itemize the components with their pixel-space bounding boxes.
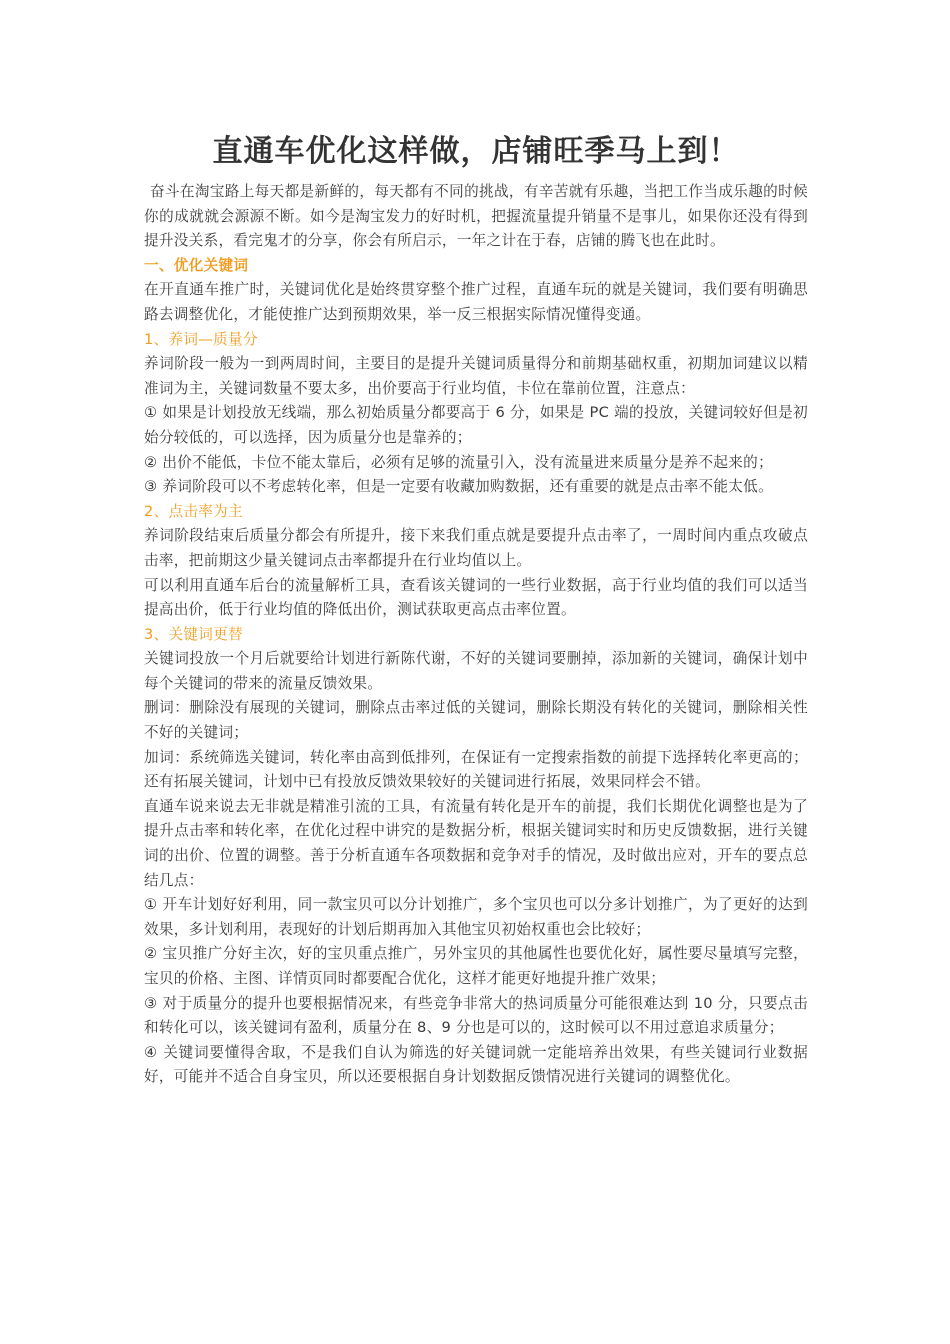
list-item: ② 出价不能低，卡位不能太靠后，必须有足够的流量引入，没有流量进来质量分是养不起来的； [144, 453, 773, 471]
subheading-keyword-replacement: 3、关键词更替 [144, 625, 243, 643]
list-item: ③ 养词阶段可以不考虑转化率，但是一定要有收藏加购数据，还有重要的就是点击率不能太低。 [144, 478, 773, 496]
paragraph: 删词：删除没有展现的关键词，删除点击率过低的关键词，删除长期没有转化的关键词，删除相关性不好的关键词； [144, 699, 808, 742]
section-heading-optimize-keywords: 一、优化关键词 [144, 256, 249, 274]
paragraph: 关键词投放一个月后就要给计划进行新陈代谢，不好的关键词要删掉，添加新的关键词，确保计划中每个关键词的带来的流量反馈效果。 [144, 650, 808, 692]
page-title: 直通车优化这样做，店铺旺季马上到！ [212, 134, 740, 169]
subheading-click-rate: 2、点击率为主 [144, 502, 243, 520]
paragraph: 养词阶段结束后质量分都会有所提升，接下来我们重点就是要提升点击率了，一周时间内重点攻破点击率，把前期这少量关键词点击率都提升在行业均值以上。 [144, 527, 808, 569]
paragraph: 直通车说来说去无非就是精准引流的工具，有流量有转化是开车的前提，我们长期优化调整也是为了提升点击率和转化率，在优化过程中讲究的是数据分析，根据关键词实时和历史反馈数据，进行关键词的出价、位置的调整。善于分析直通车各项数据和竞争对手的情况，及时做出应对，开车的要点总结几点： [144, 797, 808, 889]
list-item: ④ 关键词要懂得舍取，不是我们自认为筛选的好关键词就一定能培养出效果，有些关键词行业数据好，可能并不适合自身宝贝，所以还要根据自身计划数据反馈情况进行关键词的调整优化。 [144, 1043, 808, 1086]
paragraph: 加词：系统筛选关键词，转化率由高到低排列，在保证有一定搜索指数的前提下选择转化率更高的；还有拓展关键词，计划中已有投放反馈效果较好的关键词进行拓展，效果同样会不错。 [144, 748, 808, 791]
subheading-nurture-keywords: 1、养词—质量分 [144, 330, 258, 348]
list-item: ② 宝贝推广分好主次，好的宝贝重点推广，另外宝贝的其他属性也要优化好，属性要尽量填写完整，宝贝的价格、主图、详情页同时都要配合优化，这样才能更好地提升推广效果； [144, 945, 808, 987]
list-item: ① 开车计划好好利用，同一款宝贝可以分计划推广，多个宝贝也可以分多计划推广，为了更好的达到效果，多计划利用，表现好的计划后期再加入其他宝贝初始权重也会比较好； [144, 896, 808, 938]
paragraph: 可以利用直通车后台的流量解析工具，查看该关键词的一些行业数据，高于行业均值的我们可以适当提高出价，低于行业均值的降低出价，测试获取更高点击率位置。 [144, 576, 808, 619]
document-page [144, 128, 808, 1090]
section-paragraph: 在开直通车推广时，关键词优化是始终贯穿整个推广过程，直通车玩的就是关键词，我们要有明确思路去调整优化，才能使推广达到预期效果，举一反三根据实际情况懂得变通。 [144, 281, 808, 323]
paragraph: 养词阶段一般为一到两周时间，主要目的是提升关键词质量得分和前期基础权重，初期加词建议以精准词为主，关键词数量不要太多，出价要高于行业均值，卡位在靠前位置，注意点： [144, 355, 808, 397]
intro-paragraph: 奋斗在淘宝路上每天都是新鲜的，每天都有不同的挑战，有辛苦就有乐趣，当把工作当成乐趣的时候你的成就就会源源不断。如今是淘宝发力的好时机，把握流量提升销量不是事儿，如果你还没有得到提升没关系，看完鬼才的分享，你会有所启示，一年之计在于春，店铺的腾飞也在此时。 [144, 183, 808, 250]
list-item: ③ 对于质量分的提升也要根据情况来，有些竞争非常大的热词质量分可能很难达到 10 分，只要点击和转化可以，该关键词有盈利，质量分在 8、9 分也是可以的，这时候可以不用过意追求质量分； [144, 994, 808, 1037]
list-item: ① 如果是计划投放无线端，那么初始质量分都要高于 6 分，如果是 PC 端的投放，关键词较好但是初始分较低的，可以选择，因为质量分也是靠养的； [144, 404, 808, 446]
